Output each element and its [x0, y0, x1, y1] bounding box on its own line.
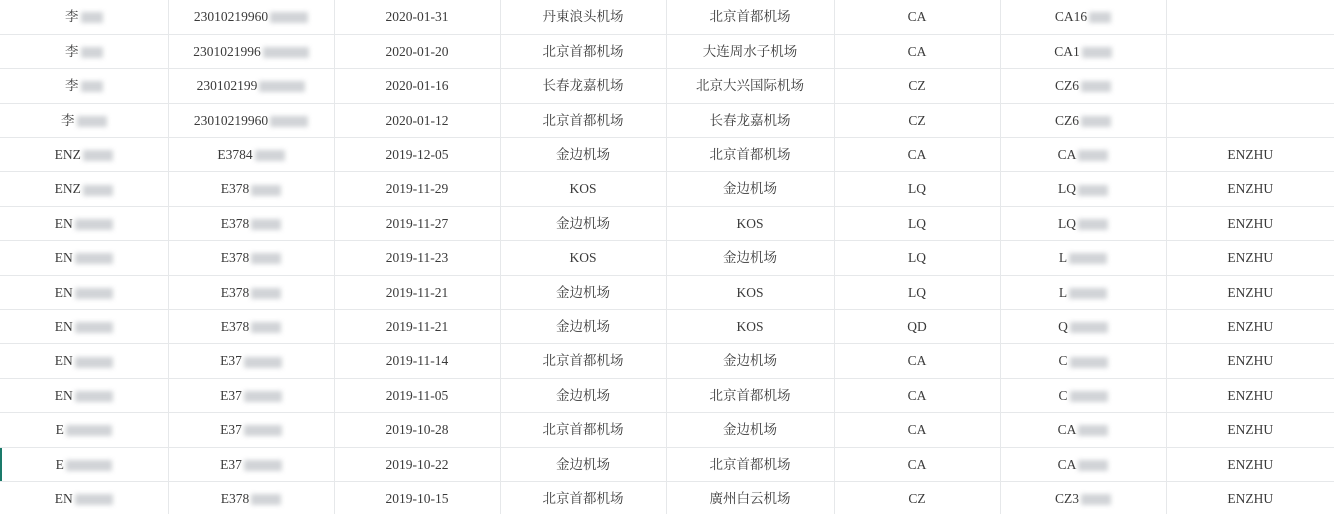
cell-id-number: [168, 206, 334, 240]
cell-operator: [1166, 103, 1334, 137]
cell-text: EN: [54, 318, 73, 334]
redaction-block: [1069, 253, 1107, 264]
cell-destination: [666, 34, 834, 68]
cell-origin: [500, 344, 666, 378]
cell-id-number: [168, 69, 334, 103]
cell-airline-code: [834, 103, 1000, 137]
cell-text: 北京首都机场: [542, 353, 624, 369]
cell-name: [0, 344, 168, 378]
cell-text: 北京首都机场: [542, 422, 624, 438]
cell-text: ENZHU: [1227, 491, 1274, 507]
redaction-block: [259, 81, 305, 92]
cell-operator: [1166, 310, 1334, 344]
cell-flight-number: [1000, 344, 1166, 378]
cell-id-number: [168, 34, 334, 68]
cell-operator: [1166, 172, 1334, 206]
cell-operator: [1166, 69, 1334, 103]
redaction-block: [1082, 47, 1112, 58]
redaction-block: [251, 185, 281, 196]
cell-text: 2019-11-29: [385, 181, 449, 197]
cell-text: ENZHU: [1227, 422, 1274, 438]
redaction-block: [251, 288, 281, 299]
cell-date: [334, 378, 500, 412]
cell-id-number: [168, 447, 334, 481]
cell-text: ENZHU: [1227, 318, 1274, 334]
cell-date: [334, 241, 500, 275]
cell-text: LQ: [908, 284, 926, 300]
cell-text: 2019-11-21: [385, 318, 449, 334]
cell-name: [0, 138, 168, 172]
cell-flight-number: [1000, 310, 1166, 344]
table-row[interactable]: [0, 69, 1334, 103]
cell-text: LQ: [1058, 181, 1076, 197]
cell-operator: [1166, 447, 1334, 481]
cell-text: 丹東浪头机场: [542, 9, 624, 25]
cell-flight-number: [1000, 413, 1166, 447]
cell-text: 金边机场: [723, 353, 777, 369]
cell-date: [334, 34, 500, 68]
cell-text: KOS: [736, 215, 764, 231]
cell-destination: [666, 138, 834, 172]
cell-origin: [500, 0, 666, 34]
cell-flight-number: [1000, 275, 1166, 309]
cell-text: 23010219960: [193, 9, 269, 25]
cell-date: [334, 172, 500, 206]
cell-text: CA: [1057, 456, 1077, 472]
redaction-block: [263, 47, 309, 58]
cell-origin: [500, 481, 666, 514]
redaction-block: [244, 460, 282, 471]
cell-text: 2019-11-14: [385, 353, 449, 369]
cell-flight-number: [1000, 103, 1166, 137]
cell-date: [334, 481, 500, 514]
cell-flight-number: [1000, 69, 1166, 103]
redaction-block: [244, 357, 282, 368]
cell-operator: [1166, 481, 1334, 514]
cell-text: 金边机场: [723, 422, 777, 438]
cell-text: 李: [61, 112, 75, 128]
cell-airline-code: [834, 378, 1000, 412]
cell-operator: [1166, 378, 1334, 412]
cell-flight-number: [1000, 0, 1166, 34]
cell-text: E378: [220, 318, 250, 334]
cell-text: EN: [54, 250, 73, 266]
cell-text: C: [1058, 387, 1068, 403]
redaction-block: [1078, 150, 1108, 161]
cell-text: E378: [220, 215, 250, 231]
cell-text: E378: [220, 181, 250, 197]
cell-name: [0, 241, 168, 275]
cell-id-number: [168, 344, 334, 378]
cell-text: EN: [54, 353, 73, 369]
cell-text: CZ: [908, 491, 926, 507]
cell-flight-number: [1000, 481, 1166, 514]
cell-id-number: [168, 310, 334, 344]
cell-text: 2019-10-15: [385, 491, 449, 507]
cell-text: 金边机场: [723, 250, 777, 266]
cell-flight-number: [1000, 378, 1166, 412]
table-row[interactable]: [0, 275, 1334, 309]
cell-id-number: [168, 0, 334, 34]
cell-text: CZ3: [1054, 491, 1079, 507]
cell-airline-code: [834, 344, 1000, 378]
cell-text: 2019-12-05: [385, 147, 449, 162]
table-row[interactable]: [0, 206, 1334, 240]
cell-text: CA: [907, 422, 927, 438]
redaction-block: [83, 150, 113, 161]
redaction-block: [1081, 494, 1111, 505]
table-row[interactable]: [0, 481, 1334, 514]
cell-origin: [500, 172, 666, 206]
cell-origin: [500, 241, 666, 275]
cell-text: CZ6: [1054, 112, 1079, 128]
cell-name: [0, 413, 168, 447]
cell-origin: [500, 447, 666, 481]
cell-destination: [666, 206, 834, 240]
cell-date: [334, 310, 500, 344]
redaction-block: [251, 253, 281, 264]
cell-name: [0, 103, 168, 137]
cell-text: 长春龙嘉机场: [542, 78, 624, 94]
cell-origin: [500, 34, 666, 68]
cell-text: 北京首都机场: [542, 43, 624, 59]
cell-date: [334, 69, 500, 103]
cell-text: 2019-10-22: [385, 456, 449, 472]
redaction-block: [75, 391, 113, 402]
cell-destination: [666, 69, 834, 103]
redaction-block: [1081, 81, 1111, 92]
redaction-block: [77, 116, 107, 127]
cell-text: CA1: [1054, 43, 1080, 59]
cell-operator: [1166, 206, 1334, 240]
cell-text: E378: [220, 284, 250, 300]
cell-destination: [666, 275, 834, 309]
redaction-block: [1089, 12, 1111, 23]
cell-airline-code: [834, 69, 1000, 103]
redaction-block: [1081, 116, 1111, 127]
cell-destination: [666, 447, 834, 481]
redaction-block: [81, 47, 103, 58]
redaction-block: [270, 12, 308, 23]
cell-text: LQ: [908, 181, 926, 197]
redaction-block: [75, 288, 113, 299]
cell-text: 2019-11-05: [385, 387, 449, 403]
cell-text: ENZHU: [1227, 456, 1274, 472]
redaction-block: [81, 12, 103, 23]
cell-id-number: [168, 138, 334, 172]
cell-text: E37: [220, 422, 242, 438]
cell-text: ENZ: [54, 181, 81, 197]
cell-text: E37: [220, 353, 242, 369]
cell-text: EN: [54, 491, 73, 507]
redaction-block: [251, 322, 281, 333]
cell-text: 北京首都机场: [709, 456, 791, 472]
cell-airline-code: [834, 481, 1000, 514]
cell-name: [0, 34, 168, 68]
cell-text: CA: [907, 43, 927, 59]
cell-text: 廣州白云机场: [709, 491, 791, 507]
cell-text: CA: [907, 9, 927, 25]
cell-operator: [1166, 413, 1334, 447]
cell-date: [334, 413, 500, 447]
cell-text: ENZHU: [1227, 147, 1274, 162]
cell-text: 金边机场: [556, 215, 610, 231]
cell-name: [0, 275, 168, 309]
cell-airline-code: [834, 447, 1000, 481]
cell-airline-code: [834, 275, 1000, 309]
cell-text: L: [1058, 284, 1068, 300]
cell-airline-code: [834, 206, 1000, 240]
cell-text: CA: [907, 147, 927, 162]
cell-text: ENZHU: [1227, 250, 1274, 266]
cell-text: E37: [220, 387, 242, 403]
cell-text: E3784: [217, 147, 253, 162]
cell-flight-number: [1000, 172, 1166, 206]
cell-text: ENZHU: [1227, 387, 1274, 403]
redaction-block: [1070, 357, 1108, 368]
cell-text: QD: [907, 318, 927, 334]
cell-text: ENZ: [54, 147, 81, 162]
cell-destination: [666, 310, 834, 344]
redaction-block: [1070, 391, 1108, 402]
cell-text: 北京首都机场: [709, 9, 791, 25]
cell-text: KOS: [736, 284, 764, 300]
cell-text: 2020-01-12: [385, 112, 449, 128]
cell-date: [334, 138, 500, 172]
cell-text: CA: [907, 353, 927, 369]
redaction-block: [75, 219, 113, 230]
cell-text: C: [1058, 353, 1068, 369]
cell-name: [0, 0, 168, 34]
cell-text: 李: [65, 9, 79, 25]
cell-text: 金边机场: [556, 147, 610, 162]
redaction-block: [1078, 460, 1108, 471]
cell-destination: [666, 0, 834, 34]
cell-text: 金边机场: [556, 387, 610, 403]
cell-name: [0, 481, 168, 514]
cell-airline-code: [834, 172, 1000, 206]
cell-text: ENZHU: [1227, 181, 1274, 197]
redaction-block: [1078, 185, 1108, 196]
table-row[interactable]: [0, 103, 1334, 137]
cell-text: 2020-01-31: [385, 9, 449, 25]
redaction-block: [66, 425, 112, 436]
cell-airline-code: [834, 0, 1000, 34]
cell-text: LQ: [1058, 215, 1076, 231]
cell-text: E37: [220, 456, 242, 472]
cell-airline-code: [834, 241, 1000, 275]
cell-text: 23010219960: [193, 112, 269, 128]
cell-destination: [666, 378, 834, 412]
table-row[interactable]: [0, 378, 1334, 412]
cell-text: LQ: [908, 250, 926, 266]
cell-destination: [666, 413, 834, 447]
redaction-block: [251, 494, 281, 505]
cell-name: [0, 378, 168, 412]
cell-operator: [1166, 344, 1334, 378]
cell-operator: [1166, 138, 1334, 172]
cell-name: [0, 447, 168, 481]
table-row[interactable]: [0, 413, 1334, 447]
cell-date: [334, 344, 500, 378]
cell-text: 长春龙嘉机场: [709, 112, 791, 128]
cell-id-number: [168, 275, 334, 309]
cell-text: EN: [54, 387, 73, 403]
redaction-block: [75, 357, 113, 368]
cell-destination: [666, 481, 834, 514]
cell-text: E378: [220, 491, 250, 507]
cell-text: 230102199: [196, 78, 258, 94]
cell-operator: [1166, 0, 1334, 34]
redaction-block: [1078, 425, 1108, 436]
redaction-block: [81, 81, 103, 92]
cell-name: [0, 172, 168, 206]
cell-text: 北京首都机场: [709, 147, 791, 162]
cell-text: ENZHU: [1227, 353, 1274, 369]
redaction-block: [244, 425, 282, 436]
cell-date: [334, 275, 500, 309]
cell-text: E: [55, 422, 64, 438]
cell-text: 2019-10-28: [385, 422, 449, 438]
cell-text: 北京首都机场: [542, 112, 624, 128]
cell-destination: [666, 103, 834, 137]
redaction-block: [75, 494, 113, 505]
cell-airline-code: [834, 138, 1000, 172]
cell-text: 2019-11-23: [385, 250, 449, 266]
redaction-block: [270, 116, 308, 127]
cell-origin: [500, 378, 666, 412]
cell-text: 2020-01-16: [385, 78, 449, 94]
cell-flight-number: [1000, 138, 1166, 172]
cell-text: KOS: [569, 250, 597, 266]
cell-text: CZ: [908, 78, 926, 94]
cell-text: CZ6: [1054, 78, 1079, 94]
cell-text: EN: [54, 284, 73, 300]
cell-text: 北京大兴国际机场: [696, 78, 804, 94]
cell-text: CA16: [1054, 9, 1088, 25]
cell-origin: [500, 103, 666, 137]
cell-id-number: [168, 103, 334, 137]
cell-text: 2019-11-21: [385, 284, 449, 300]
cell-destination: [666, 241, 834, 275]
cell-text: CZ: [908, 112, 926, 128]
cell-text: 李: [65, 43, 79, 59]
cell-operator: [1166, 275, 1334, 309]
cell-text: 金边机场: [556, 456, 610, 472]
cell-text: LQ: [908, 215, 926, 231]
cell-text: 金边机场: [723, 181, 777, 197]
cell-destination: [666, 344, 834, 378]
redaction-block: [244, 391, 282, 402]
cell-text: 2020-01-20: [385, 43, 449, 59]
table-row[interactable]: [0, 138, 1334, 172]
table-row[interactable]: [0, 344, 1334, 378]
table-row[interactable]: [0, 241, 1334, 275]
cell-flight-number: [1000, 447, 1166, 481]
cell-text: ENZHU: [1227, 284, 1274, 300]
table-row[interactable]: [0, 0, 1334, 34]
cell-airline-code: [834, 34, 1000, 68]
cell-id-number: [168, 241, 334, 275]
cell-name: [0, 69, 168, 103]
cell-id-number: [168, 481, 334, 514]
redaction-block: [66, 460, 112, 471]
cell-text: 金边机场: [556, 318, 610, 334]
cell-text: EN: [54, 215, 73, 231]
cell-text: ENZHU: [1227, 215, 1274, 231]
cell-text: E378: [220, 250, 250, 266]
table-row[interactable]: [0, 172, 1334, 206]
cell-origin: [500, 275, 666, 309]
cell-origin: [500, 413, 666, 447]
cell-text: 北京首都机场: [542, 491, 624, 507]
cell-text: 金边机场: [556, 284, 610, 300]
redaction-block: [255, 150, 285, 161]
cell-id-number: [168, 413, 334, 447]
cell-text: 李: [65, 78, 79, 94]
cell-text: CA: [1057, 147, 1077, 162]
cell-date: [334, 206, 500, 240]
cell-operator: [1166, 34, 1334, 68]
cell-text: KOS: [736, 318, 764, 334]
redaction-block: [251, 219, 281, 230]
cell-text: 2301021996: [193, 43, 261, 59]
cell-date: [334, 103, 500, 137]
cell-text: CA: [907, 387, 927, 403]
cell-flight-number: [1000, 206, 1166, 240]
cell-name: [0, 310, 168, 344]
cell-operator: [1166, 241, 1334, 275]
cell-text: L: [1058, 250, 1068, 266]
redaction-block: [75, 322, 113, 333]
redaction-block: [1070, 322, 1108, 333]
table-row[interactable]: [0, 447, 1334, 481]
redaction-block: [75, 253, 113, 264]
cell-text: 北京首都机场: [709, 387, 791, 403]
table-row[interactable]: [0, 34, 1334, 68]
cell-origin: [500, 138, 666, 172]
cell-flight-number: [1000, 241, 1166, 275]
row-selection-marker: [0, 448, 2, 481]
cell-text: CA: [907, 456, 927, 472]
redaction-block: [1069, 288, 1107, 299]
cell-text: KOS: [569, 181, 597, 197]
cell-id-number: [168, 172, 334, 206]
cell-origin: [500, 310, 666, 344]
redaction-block: [83, 185, 113, 196]
cell-origin: [500, 69, 666, 103]
cell-airline-code: [834, 413, 1000, 447]
cell-text: Q: [1058, 318, 1068, 334]
cell-name: [0, 206, 168, 240]
cell-airline-code: [834, 310, 1000, 344]
cell-date: [334, 0, 500, 34]
cell-date: [334, 447, 500, 481]
table-row[interactable]: [0, 310, 1334, 344]
cell-text: 大连周水子机场: [702, 43, 798, 59]
cell-flight-number: [1000, 34, 1166, 68]
cell-text: CA: [1057, 422, 1077, 438]
cell-id-number: [168, 378, 334, 412]
cell-text: 2019-11-27: [385, 215, 449, 231]
cell-destination: [666, 172, 834, 206]
redaction-block: [1078, 219, 1108, 230]
cell-origin: [500, 206, 666, 240]
cell-text: E: [55, 456, 64, 472]
